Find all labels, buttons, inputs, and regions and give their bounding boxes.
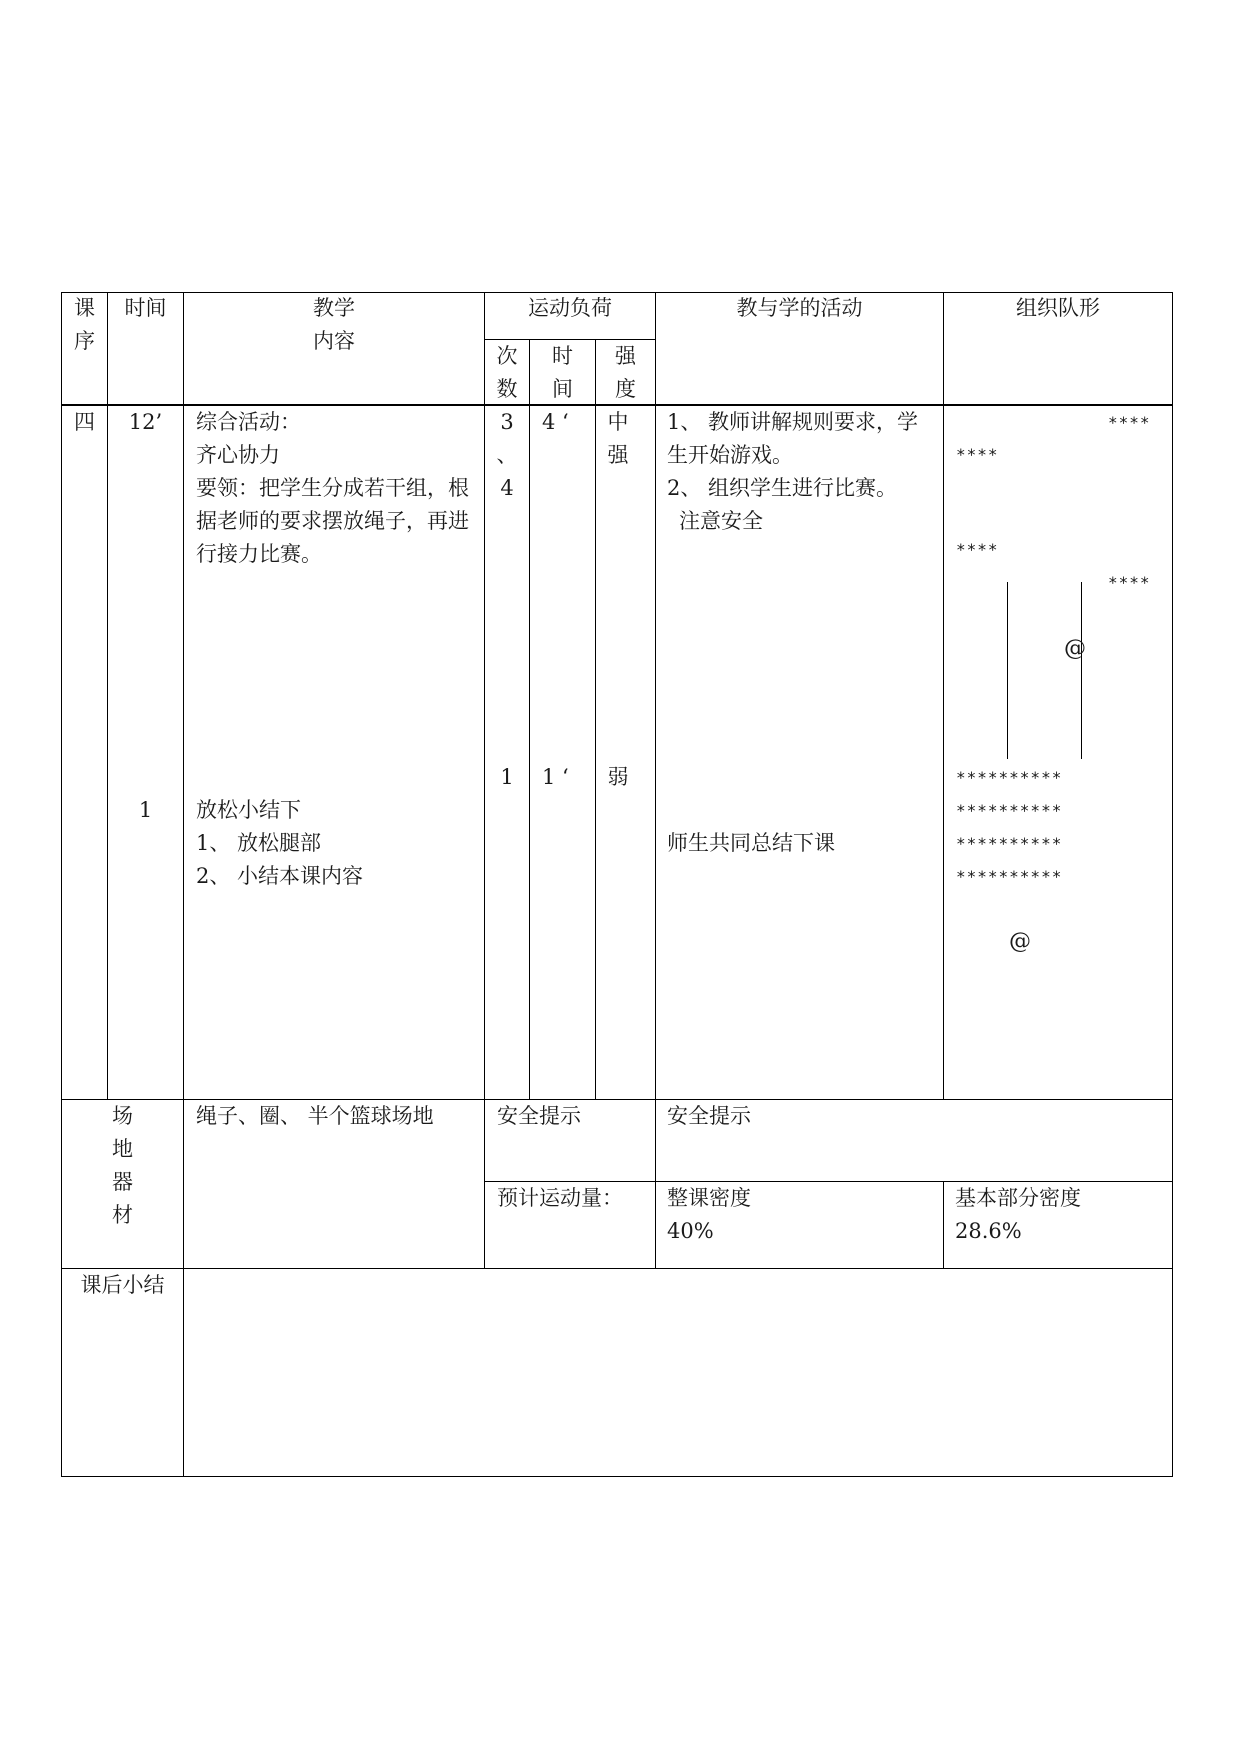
activity-item-1: 1、 教师讲解规则要求，学 生开始游戏。 xyxy=(667,410,919,467)
header-order: 课 序 xyxy=(74,296,95,353)
formation-line-left xyxy=(1007,582,1008,759)
overall-density-value: 40% xyxy=(667,1219,714,1243)
load-activity-divider xyxy=(655,292,656,1269)
teacher-at-icon-1: @ xyxy=(1064,636,1086,661)
section-content-relax: 放松小结下 1、 放松腿部 2、 小结本课内容 xyxy=(196,798,364,888)
section-content-main: 综合活动： 齐心协力 要领：把学生分成若干组，根 据老师的要求摆放绳子，再进 行接力比赛。 xyxy=(196,410,469,566)
section-load-time-main: 4 ‘ xyxy=(542,410,569,434)
formation-row2-right: **** xyxy=(1108,573,1151,592)
safety-label: 安全提示 xyxy=(497,1104,581,1128)
formation-line-right xyxy=(1081,582,1082,759)
header-load: 运动负荷 xyxy=(528,296,612,320)
time-content-divider xyxy=(183,292,184,1477)
section-count-relax: 1 xyxy=(500,765,514,789)
load-estimate-label: 预计运动量： xyxy=(497,1186,623,1210)
section-intensity-relax: 弱 xyxy=(607,765,629,789)
formation-row2-left: **** xyxy=(956,540,999,559)
header-load-intensity: 强 度 xyxy=(615,344,636,401)
summary-value[interactable] xyxy=(196,1269,1156,1469)
formation-row1-right: **** xyxy=(1108,413,1151,432)
header-formation: 组织队形 xyxy=(1016,296,1100,320)
density-divider xyxy=(943,1181,944,1269)
section-order: 四 xyxy=(74,410,95,434)
header-load-count: 次 数 xyxy=(496,344,518,401)
summary-label: 课后小结 xyxy=(80,1273,165,1297)
basic-density-label: 基本部分密度 xyxy=(955,1186,1081,1210)
venue-label: 场 地 器 材 xyxy=(112,1104,133,1227)
header-content: 教学 内容 xyxy=(313,296,355,353)
section-time-main: 12’ xyxy=(128,410,163,434)
section-load-time-relax: 1 ‘ xyxy=(542,765,569,789)
activity-formation-divider xyxy=(943,292,944,1099)
activity-item-2: 2、 组织学生进行比赛。 xyxy=(667,476,898,500)
section-count-main: 3 、 4 xyxy=(496,410,518,500)
safety-value: 安全提示 xyxy=(667,1104,751,1128)
overall-density-label: 整课密度 xyxy=(667,1186,751,1210)
header-load-time: 时 间 xyxy=(552,344,573,401)
formation-row1-left: **** xyxy=(956,445,999,464)
load-count-divider xyxy=(529,339,530,1099)
venue-value: 绳子、圈、 半个篮球场地 xyxy=(196,1104,434,1128)
section-time-relax: 1 xyxy=(138,798,153,822)
teacher-at-icon-2: @ xyxy=(1009,929,1031,954)
header-activity: 教与学的活动 xyxy=(736,296,863,320)
activity-item-3: 注意安全 xyxy=(679,509,763,533)
section-intensity-main: 中 强 xyxy=(607,410,629,467)
header-time: 时间 xyxy=(124,296,167,320)
table-bottom-border xyxy=(61,1476,1173,1477)
table-right-border xyxy=(1172,292,1173,1477)
formation-block: ********** ********** ********** ********** xyxy=(956,768,1063,886)
basic-density-value: 28.6% xyxy=(955,1219,1022,1243)
activity-relax: 师生共同总结下课 xyxy=(667,831,835,855)
